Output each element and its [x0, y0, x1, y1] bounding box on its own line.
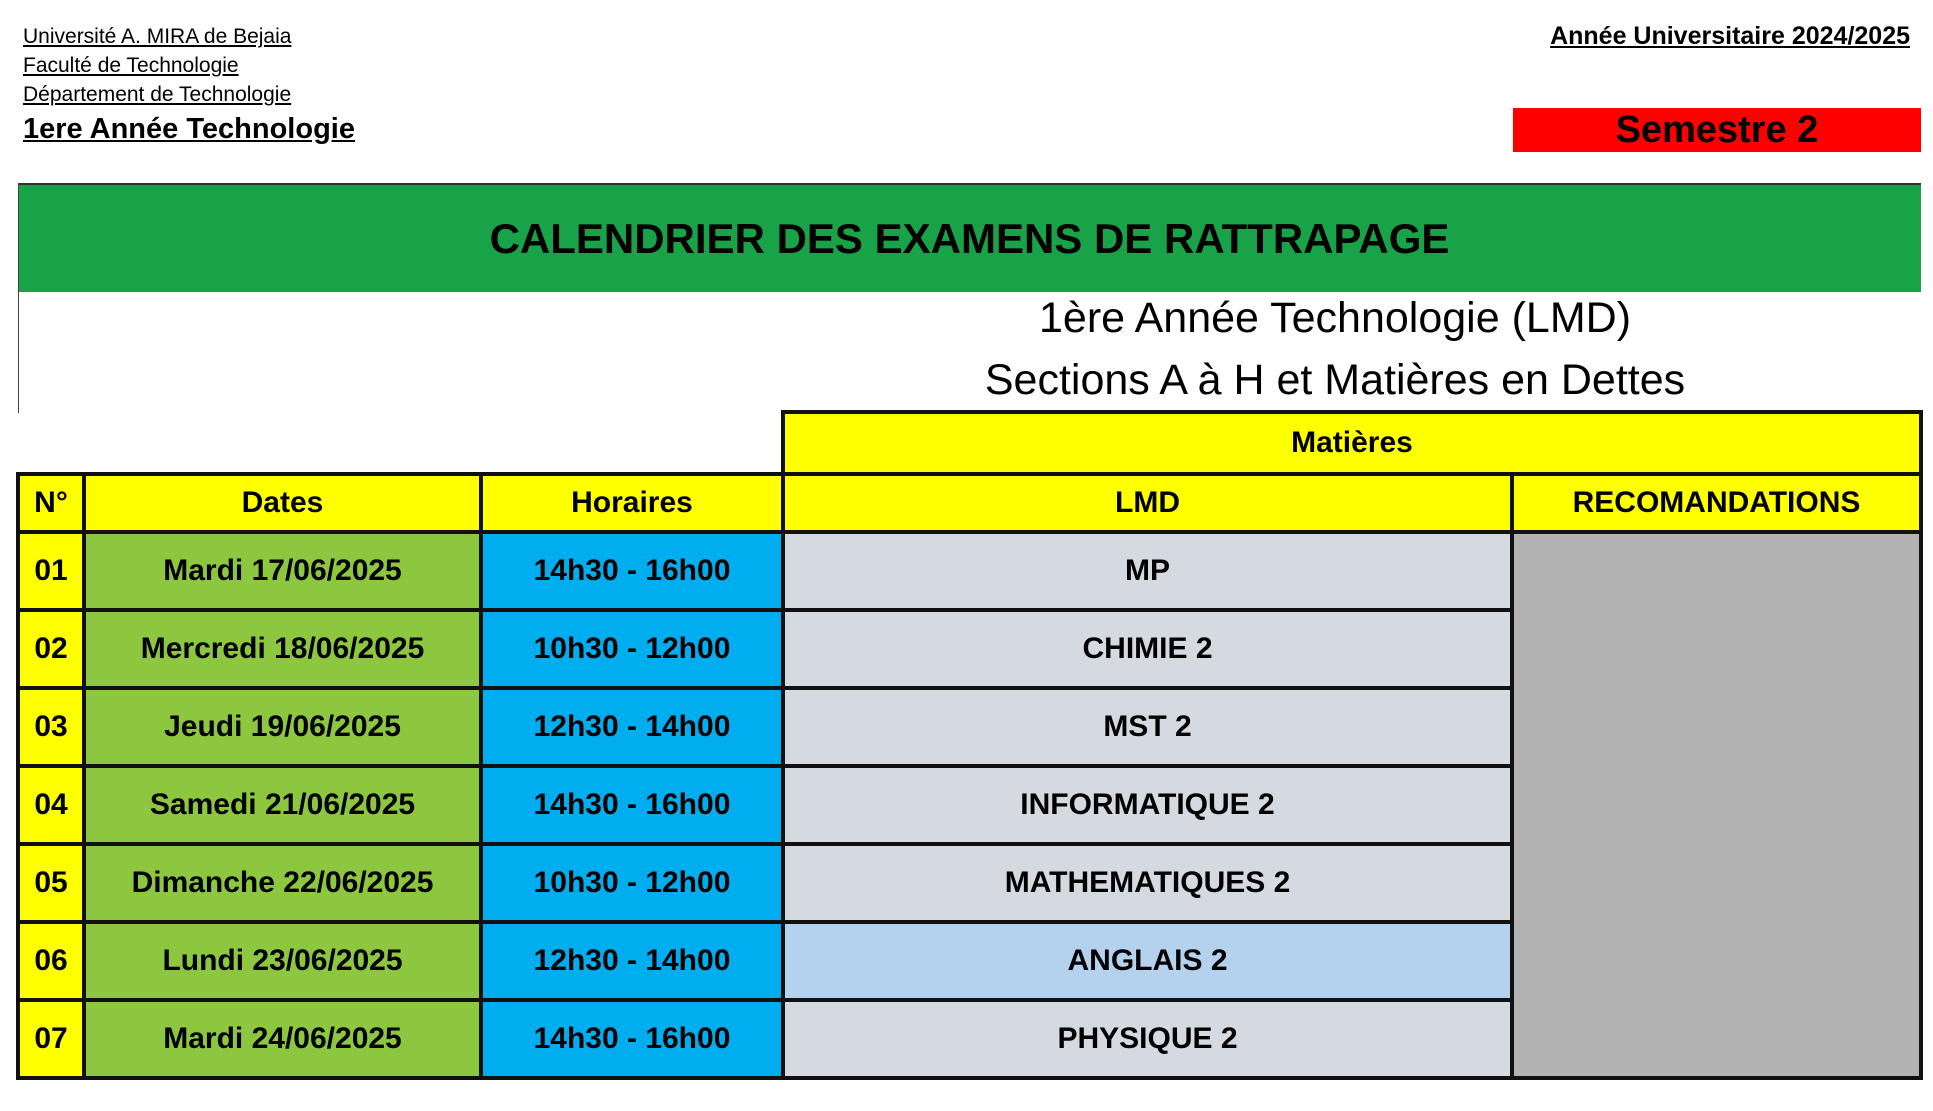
- column-header-row: [18, 474, 1921, 532]
- divider: [18, 183, 19, 413]
- exam-subject: MST 2: [783, 688, 1512, 766]
- exam-date: Mardi 17/06/2025: [84, 532, 481, 610]
- exam-time: 10h30 - 12h00: [481, 610, 783, 688]
- row-number: 05: [18, 844, 84, 922]
- row-number: 06: [18, 922, 84, 1000]
- exam-schedule-table: [16, 410, 1923, 1080]
- exam-date: Lundi 23/06/2025: [84, 922, 481, 1000]
- exam-subject: ANGLAIS 2: [783, 922, 1512, 1000]
- exam-time: 10h30 - 12h00: [481, 844, 783, 922]
- row-number: 03: [18, 688, 84, 766]
- exam-subject: PHYSIQUE 2: [783, 1000, 1512, 1078]
- exam-time: 12h30 - 14h00: [481, 688, 783, 766]
- row-number: 04: [18, 766, 84, 844]
- academic-year: Année Universitaire 2024/2025: [1550, 22, 1910, 50]
- column-header-number: N°: [18, 474, 84, 532]
- column-header-lmd: LMD: [783, 474, 1512, 532]
- empty-cell: [18, 412, 783, 474]
- exam-date: Dimanche 22/06/2025: [84, 844, 481, 922]
- exam-subject: MATHEMATIQUES 2: [783, 844, 1512, 922]
- level-label: 1ere Année Technologie: [23, 113, 355, 145]
- semester-badge: Semestre 2: [1513, 108, 1921, 152]
- exam-date: Mardi 24/06/2025: [84, 1000, 481, 1078]
- exam-date: Samedi 21/06/2025: [84, 766, 481, 844]
- matieres-header: Matières: [783, 412, 1921, 474]
- row-number: 01: [18, 532, 84, 610]
- row-number: 07: [18, 1000, 84, 1078]
- exam-subject: MP: [783, 532, 1512, 610]
- column-header-times: Horaires: [481, 474, 783, 532]
- faculty-name: Faculté de Technologie: [23, 54, 239, 77]
- recommendations-cell: [1512, 532, 1921, 1078]
- page-title: CALENDRIER DES EXAMENS DE RATTRAPAGE: [18, 183, 1921, 292]
- column-header-recommendations: RECOMANDATIONS: [1512, 474, 1921, 532]
- exam-subject: INFORMATIQUE 2: [783, 766, 1512, 844]
- exam-time: 14h30 - 16h00: [481, 1000, 783, 1078]
- subtitle-sections: Sections A à H et Matières en Dettes: [984, 356, 1686, 404]
- column-header-dates: Dates: [84, 474, 481, 532]
- group-header-row: [18, 412, 1921, 474]
- subtitle-program: 1ère Année Technologie (LMD): [1038, 294, 1632, 342]
- exam-time: 14h30 - 16h00: [481, 766, 783, 844]
- exam-subject: CHIMIE 2: [783, 610, 1512, 688]
- table-row: [18, 532, 1921, 610]
- exam-date: Jeudi 19/06/2025: [84, 688, 481, 766]
- institution-header: [23, 22, 355, 147]
- exam-date: Mercredi 18/06/2025: [84, 610, 481, 688]
- exam-time: 14h30 - 16h00: [481, 532, 783, 610]
- row-number: 02: [18, 610, 84, 688]
- exam-time: 12h30 - 14h00: [481, 922, 783, 1000]
- university-name: Université A. MIRA de Bejaia: [23, 25, 292, 48]
- department-name: Département de Technologie: [23, 83, 292, 106]
